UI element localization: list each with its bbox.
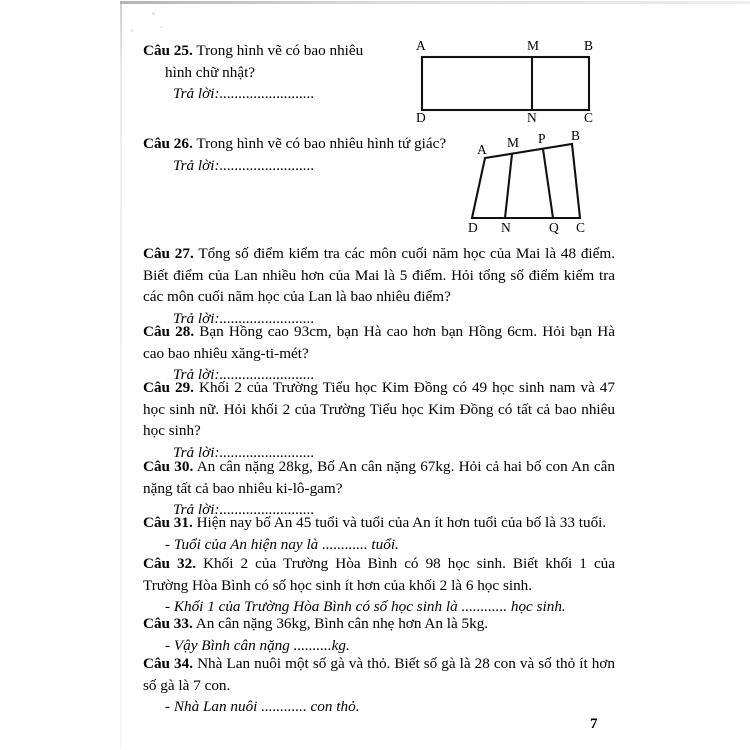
question-34-label: Câu 34.: [143, 655, 194, 672]
question-26: [143, 133, 473, 176]
vertex-label-q: Q: [549, 220, 559, 235]
question-26-line1: [143, 133, 473, 155]
rectangle-abcd-svg: [410, 36, 605, 124]
question-30-text: An cân nặng 28kg, Bố An cân nặng 67kg. Hỏi cả hai bố con An cân nặng tất cả bao nhiêu ki-lô-gam?: [143, 458, 615, 497]
vertex-label-p: P: [538, 131, 546, 146]
page-number: 7: [590, 716, 598, 732]
question-31-body: [143, 512, 615, 534]
question-29-label: Câu 29.: [143, 379, 194, 396]
question-32-label: Câu 32.: [143, 555, 197, 572]
quadrilateral-outline: [472, 144, 580, 218]
question-25-line1: [143, 40, 401, 62]
vertex-label-d: D: [468, 220, 478, 235]
vertex-label-c: C: [576, 220, 586, 235]
question-25-answer-blank[interactable]: Trả lời:.........................: [173, 85, 315, 103]
vertex-label-a: A: [477, 142, 487, 157]
question-31-text: Hiện nay bố An 45 tuổi và tuổi của An ít hơn tuổi của bố là 33 tuổi.: [196, 514, 607, 531]
question-29-text: Khối 2 của Trường Tiểu học Kim Đồng có 49 học sinh nam và 47 học sinh nữ. Hỏi khối 2 của Trường Tiểu học Kim Đồng có tất cả bao nhiêu học sinh?: [143, 379, 615, 440]
question-33-body: [143, 613, 615, 635]
question-34-body: [143, 653, 615, 696]
question-28-text: Bạn Hồng cao 93cm, bạn Hà cao hơn bạn Hồng 6cm. Hỏi bạn Hà cao bao nhiêu xăng-ti-mét?: [143, 323, 615, 362]
vertex-label-a: A: [416, 38, 426, 53]
question-33: [143, 613, 615, 656]
vertex-label-n: N: [527, 110, 537, 124]
vertex-label-m: M: [507, 135, 520, 150]
question-28-body: [143, 321, 615, 364]
question-32: [143, 553, 615, 618]
question-30-answer-blank[interactable]: Trả lời:.........................: [173, 501, 315, 519]
scan-speck: [131, 29, 133, 32]
figure-rectangle-abcd: [410, 36, 605, 124]
question-30-label: Câu 30.: [143, 458, 194, 475]
vertex-label-n: N: [501, 220, 511, 235]
vertex-label-b: B: [571, 130, 581, 143]
vertex-label-m: M: [527, 38, 540, 53]
quadrilateral-abcd-svg: [468, 130, 633, 235]
question-28-label: Câu 28.: [143, 323, 195, 340]
question-27-text: Tổng số điểm kiểm tra các môn cuối năm học của Mai là 48 điểm. Biết điểm của Lan nhiều hơn của Mai là 5 điểm. Hỏi tổng số điểm kiểm tra các môn cuối năm học của Lan là bao nhiêu điểm?: [143, 245, 615, 306]
question-28-answer-blank[interactable]: Trả lời:.........................: [173, 366, 315, 384]
question-32-answer-blank[interactable]: - Khối 1 của Trường Hòa Bình có số học sinh là ............ học sinh.: [165, 598, 566, 616]
question-25-text2: hình chữ nhật?: [165, 63, 256, 81]
question-33-answer-blank[interactable]: - Vậy Bình cân nặng ..........kg.: [165, 636, 350, 654]
question-31: [143, 512, 615, 555]
question-34: [143, 653, 615, 718]
question-29-answer-blank[interactable]: Trả lời:.........................: [173, 443, 315, 461]
question-30-body: [143, 456, 615, 499]
question-27-answer-blank[interactable]: Trả lời:.........................: [173, 309, 315, 327]
question-27-label: Câu 27.: [143, 245, 194, 262]
scan-edge-top: [120, 1, 750, 4]
vertex-label-b: B: [584, 38, 594, 53]
rectangle-outline: [422, 57, 589, 110]
question-32-text: Khối 2 của Trường Hòa Bình có 98 học sinh. Biết khối 1 của Trường Hòa Bình có số học sinh ít hơn của khối 2 là 6 học sinh.: [143, 555, 616, 594]
question-25: [143, 40, 401, 105]
vertex-label-d: D: [416, 110, 426, 124]
question-26-answer-blank[interactable]: Trả lời:.........................: [173, 156, 315, 174]
question-33-text: An cân nặng 36kg, Bình cân nhẹ hơn An là 5kg.: [195, 615, 489, 632]
figure-quadrilateral-abcd: [468, 130, 633, 235]
question-34-answer-blank[interactable]: - Nhà Lan nuôi ............ con thỏ.: [165, 698, 360, 716]
question-29: [143, 377, 615, 463]
question-31-label: Câu 31.: [143, 514, 193, 531]
question-27: [143, 243, 615, 329]
question-32-body: [143, 553, 615, 596]
question-31-answer-blank[interactable]: - Tuổi của An hiện nay là ............ tuổi.: [165, 535, 399, 553]
scan-speck: [160, 26, 162, 28]
question-34-text: Nhà Lan nuôi một số gà và thỏ. Biết số gà là 28 con và số thỏ ít hơn số gà là 7 con.: [143, 655, 615, 694]
scan-speck: [152, 12, 155, 15]
segment-pq: [543, 149, 553, 218]
scan-edge-left: [120, 1, 122, 749]
question-25-text1: Trong hình vẽ có bao nhiêu: [196, 42, 364, 59]
question-27-body: [143, 243, 615, 308]
segment-mn: [505, 154, 512, 218]
question-29-body: [143, 377, 615, 442]
question-26-label: Câu 26.: [143, 135, 193, 152]
question-25-label: Câu 25.: [143, 42, 193, 59]
question-33-label: Câu 33.: [143, 615, 193, 632]
vertex-label-c: C: [584, 110, 594, 124]
question-26-text1: Trong hình vẽ có bao nhiêu hình tứ giác?: [196, 135, 447, 152]
